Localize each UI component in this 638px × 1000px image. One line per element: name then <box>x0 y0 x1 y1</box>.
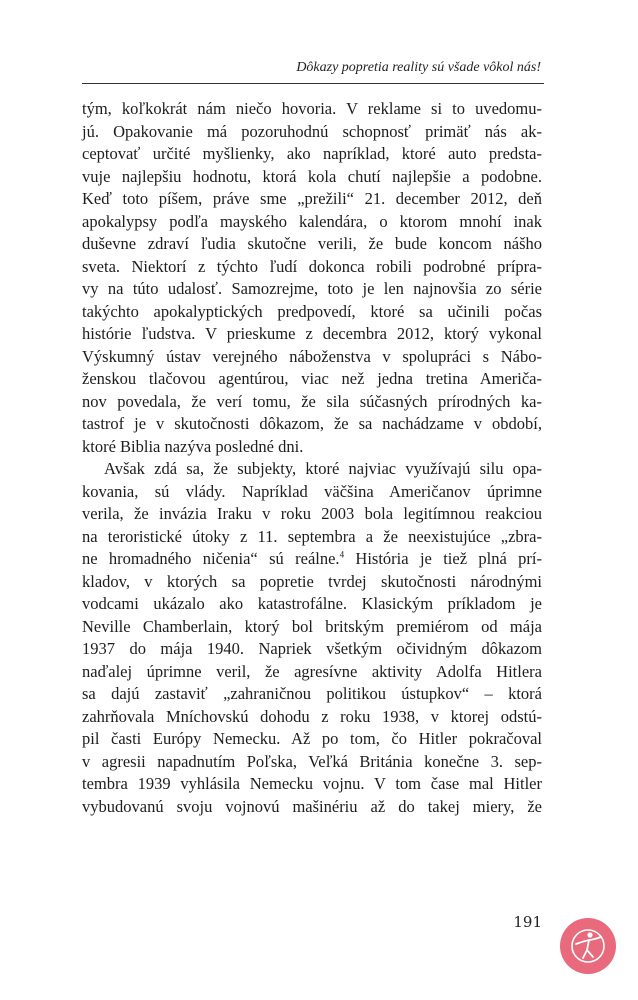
text-line: zahrňovala Mníchovskú dohodu z roku 1938, v ktorej odstú- <box>82 706 542 726</box>
text-line: kladov, v ktorých sa popretie tvrdej skutočnosti národnými <box>82 571 542 591</box>
text-line: naďalej úprimne veril, že agresívne aktivity Adolfa Hitlera <box>82 661 542 681</box>
text-line: nov povedala, že verí tomu, že sila súčasných prírodných ka- <box>82 391 542 411</box>
text-line: tým, koľkokrát nám niečo hovoria. V reklame si to uvedomu- <box>82 99 542 118</box>
text-line: sveta. Niektorí z týchto ľudí dokonca robili podrobné prípra- <box>82 256 542 276</box>
text-line: vodcami ukázalo ako katastrofálne. Klasickým príkladom je <box>82 594 542 613</box>
text-line: tastrof je v skutočnosti dôkazom, že sa nachádzame v období, <box>82 414 542 433</box>
text-line: ktoré Biblia nazýva posledné dni. <box>82 436 304 456</box>
text-line: histórie ľudstva. V prieskume z decembra 2012, ktorý vykonal <box>82 324 542 343</box>
paragraph-2 <box>82 458 542 818</box>
running-head: Dôkazy popretia reality sú všade vôkol nás! <box>296 60 541 75</box>
text-line: pil časti Európy Nemecku. Až po tom, čo Hitler pokračoval <box>82 729 542 748</box>
text-line: na teroristické útoky z 11. septembra a že neexistujúce „zbra- <box>82 526 542 546</box>
text-line: verila, že invázia Iraku v roku 2003 bola legitímnou reakciou <box>82 504 542 523</box>
text-line: ceptovať určité myšlienky, ako napríklad, ktoré auto predsta- <box>82 144 542 163</box>
text-line: Výskumný ústav verejného náboženstva v spolupráci s Nábo- <box>82 346 542 366</box>
footnote-ref[interactable]: 4 <box>339 549 345 560</box>
text-line: Keď toto píšem, práve sme „prežili“ 21. december 2012, deň <box>82 189 542 208</box>
text-line: takýchto apokalyptických predpovedí, ktoré sa učinili počas <box>82 301 542 321</box>
text-line: duševne zdraví ľudia skutočne verili, že bude koncom nášho <box>82 234 542 253</box>
paragraph-1 <box>82 98 542 458</box>
text-line: kovania, sú vlády. Napríklad väčšina Američanov úprimne <box>82 481 542 501</box>
text-line: Avšak zdá sa, že subjekty, ktoré najviac využívajú silu opa- <box>104 459 542 478</box>
text-line: v agresii napadnutím Poľska, Veľká Británia konečne 3. sep- <box>82 751 542 771</box>
text-line: tembra 1939 vyhlásila Nemecku vojnu. V tom čase mal Hitler <box>82 774 542 793</box>
text-line: sa dajú zastaviť „zahraničnou politikou ústupkov“ – ktorá <box>82 684 542 703</box>
line-end: História je tiež plná prí- <box>344 549 542 568</box>
text-line-with-footnote <box>82 548 542 571</box>
text-line: vuje najlepšiu hodnotu, ktorá kola chutí najlepšie a podobne. <box>82 166 542 186</box>
text-line: vybudovanú svoju vojnovú mašinériu až do takej miery, že <box>82 796 542 816</box>
figure-circle-logo-icon[interactable] <box>560 918 616 974</box>
body-text <box>82 98 542 818</box>
text-line: apokalypsy podľa mayského kalendára, o ktorom mnohí inak <box>82 211 542 231</box>
text-line: 1937 do mája 1940. Napriek všetkým očividným dôkazom <box>82 639 542 658</box>
text-line: jú. Opakovanie má pozoruhodnú schopnosť primäť nás ak- <box>82 121 542 141</box>
page-number: 191 <box>513 913 542 931</box>
line-start: ne hromadného ničenia“ sú reálne. <box>82 549 340 568</box>
header-rule <box>82 83 544 84</box>
text-line: ženskou tlačovou agentúrou, viac než jedna tretina Američa- <box>82 369 542 388</box>
figure-icon <box>568 926 608 966</box>
text-line: vy na túto udalosť. Samozrejme, toto je len najnovšia zo série <box>82 279 542 298</box>
text-line: Neville Chamberlain, ktorý bol britským premiérom od mája <box>82 616 542 636</box>
